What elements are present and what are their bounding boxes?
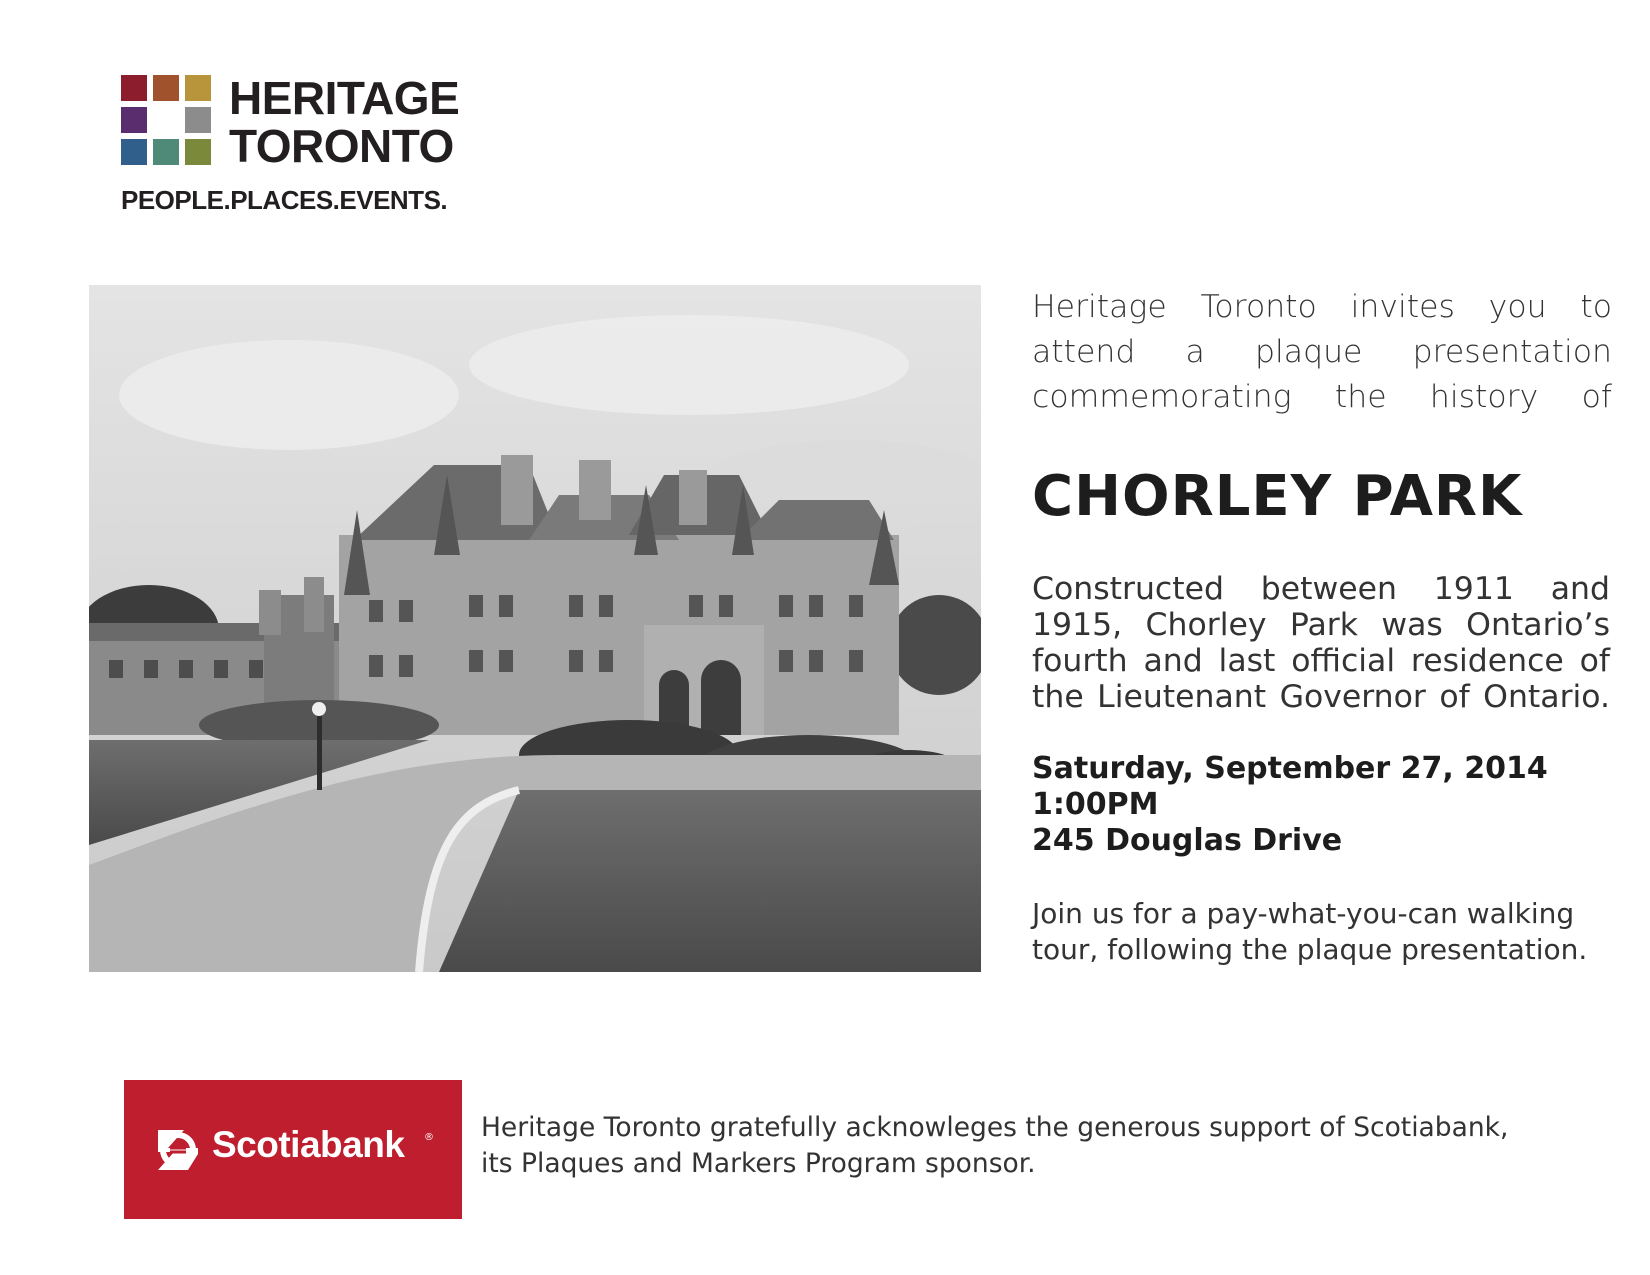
intro-line: attend a plaque presentation	[1032, 334, 1612, 370]
logo-square	[153, 139, 179, 165]
description-line: 1915, Chorley Park was Ontario’s	[1032, 607, 1610, 643]
acknowledgement-line: Heritage Toronto gratefully acknowleges the generous support of Scotiabank,	[481, 1112, 1509, 1143]
logo-square	[185, 107, 211, 133]
event-date: Saturday, September 27, 2014	[1032, 751, 1548, 786]
logo-square	[185, 75, 211, 101]
event-details	[1032, 751, 1548, 859]
registered-mark: ®	[424, 1132, 434, 1143]
page-title: CHORLEY PARK	[1032, 464, 1523, 529]
chorley-park-photo	[89, 285, 981, 972]
acknowledgement-line: its Plaques and Markers Program sponsor.	[481, 1148, 1036, 1179]
logo-square	[121, 107, 147, 133]
intro-paragraph	[1032, 285, 1612, 420]
tour-line: Join us for a pay-what-you-can walking	[1032, 897, 1575, 930]
scotiabank-wordmark: Scotiabank	[212, 1124, 405, 1165]
logo-square	[153, 75, 179, 101]
description-line: Constructed between 1911 and	[1032, 571, 1610, 607]
chorley-park-photo-image	[89, 285, 981, 972]
logo-word-heritage: HERITAGE	[229, 72, 460, 124]
logo-word-toronto: TORONTO	[229, 120, 454, 172]
logo-square	[121, 139, 147, 165]
logo-square	[121, 75, 147, 101]
description-line: the Lieutenant Governor of Ontario.	[1032, 679, 1610, 715]
scotiabank-logo	[124, 1080, 462, 1219]
tour-line: tour, following the plaque presentation.	[1032, 933, 1588, 966]
walking-tour-note	[1032, 896, 1587, 968]
event-time: 1:00PM	[1032, 787, 1159, 822]
sponsor-acknowledgement	[481, 1110, 1508, 1182]
invitation-intro	[1032, 285, 1612, 420]
event-address: 245 Douglas Drive	[1032, 823, 1343, 858]
scotiabank-s-icon	[154, 1126, 202, 1174]
heritage-toronto-logo	[121, 72, 501, 225]
description-line: fourth and last official residence of	[1032, 643, 1610, 679]
logo-color-grid	[121, 75, 211, 165]
intro-line: Heritage Toronto invites you to	[1032, 289, 1612, 325]
intro-line: commemorating the history of	[1032, 379, 1612, 415]
logo-square	[185, 139, 211, 165]
description-paragraph	[1032, 571, 1610, 715]
logo-tagline: PEOPLE.PLACES.EVENTS.	[121, 185, 448, 215]
logo-square	[153, 107, 179, 133]
